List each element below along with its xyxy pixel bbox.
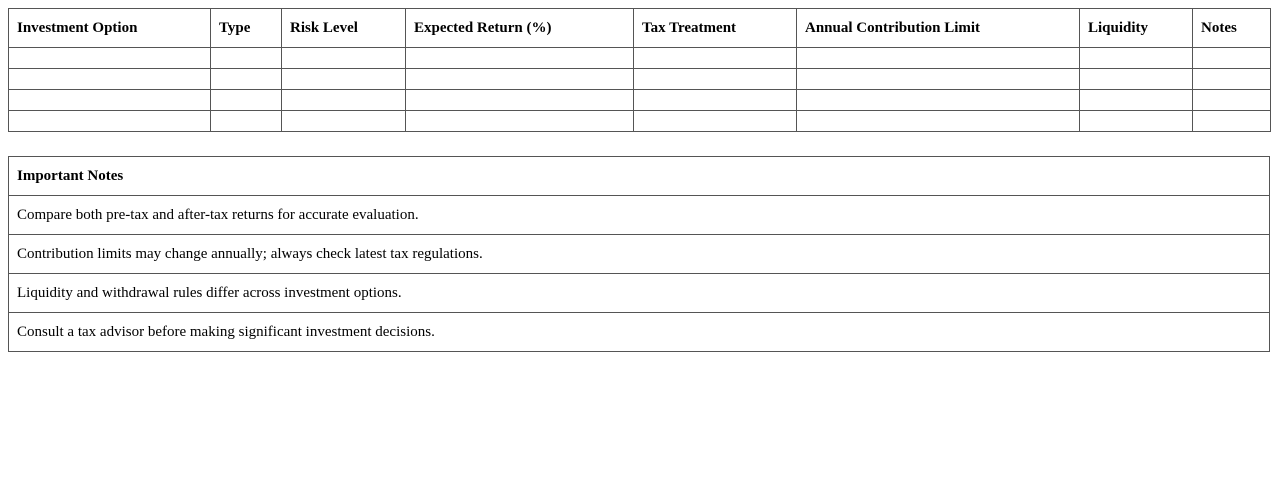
table-cell [797,48,1080,69]
note-row [9,313,1270,352]
table-cell [406,48,634,69]
table-cell [1080,111,1193,132]
note-row [9,274,1270,313]
table-cell [797,90,1080,111]
table-cell [634,48,797,69]
table-cell [282,111,406,132]
table-cell [211,90,282,111]
table-cell [1080,90,1193,111]
header-notes: Notes [1193,9,1271,48]
header-investment-option: Investment Option [9,9,211,48]
table-cell [211,111,282,132]
important-notes-heading: Important Notes [9,157,1270,196]
table-cell [9,90,211,111]
note-row [9,235,1270,274]
table-cell [1193,90,1271,111]
table-row [9,111,1271,132]
table-row [9,90,1271,111]
header-row [9,9,1271,48]
table-cell [282,69,406,90]
header-annual-contribution-limit: Annual Contribution Limit [797,9,1080,48]
table-cell [1193,69,1271,90]
table-cell [634,69,797,90]
table-cell [1080,69,1193,90]
table-cell [406,90,634,111]
note-item: Liquidity and withdrawal rules differ across investment options. [9,274,1270,313]
notes-header-row [9,157,1270,196]
table-cell [406,111,634,132]
table-cell [1193,48,1271,69]
note-item: Contribution limits may change annually; always check latest tax regulations. [9,235,1270,274]
table-cell [797,69,1080,90]
table-cell [9,111,211,132]
table-row [9,69,1271,90]
header-risk-level: Risk Level [282,9,406,48]
header-tax-treatment: Tax Treatment [634,9,797,48]
header-liquidity: Liquidity [1080,9,1193,48]
note-item: Compare both pre-tax and after-tax returns for accurate evaluation. [9,196,1270,235]
header-type: Type [211,9,282,48]
note-item: Consult a tax advisor before making significant investment decisions. [9,313,1270,352]
table-cell [9,48,211,69]
table-cell [406,69,634,90]
table-cell [282,90,406,111]
table-cell [634,90,797,111]
important-notes-table [8,156,1270,352]
table-cell [282,48,406,69]
table-cell [1080,48,1193,69]
table-cell [797,111,1080,132]
table-cell [1193,111,1271,132]
table-cell [211,48,282,69]
table-cell [634,111,797,132]
table-cell [211,69,282,90]
investment-options-table [8,8,1271,132]
note-row [9,196,1270,235]
table-row [9,48,1271,69]
table-cell [9,69,211,90]
header-expected-return: Expected Return (%) [406,9,634,48]
